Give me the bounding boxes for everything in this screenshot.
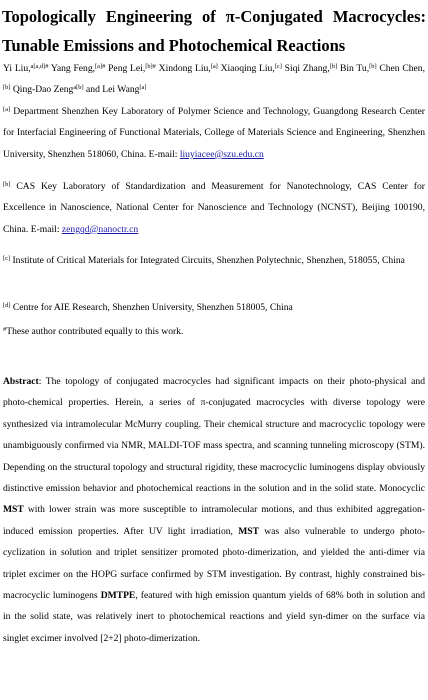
author-name: Yang Feng, <box>48 63 96 74</box>
affiliation-marker: [a] <box>3 106 11 113</box>
affiliation-text: Department Shenzhen Key Laboratory of Polymer Science and Technology, Guangdong Research Center for Interfacial Engineering of Functional Materials, College of Materials Science and Engineering, Shenzhen University, Shenzhen 518060, China. E-mail: <box>3 106 425 160</box>
compound-mst: MST <box>238 525 259 537</box>
author-affiliation-marker: [a] <box>139 84 147 92</box>
affiliation-marker: [d] <box>3 302 11 309</box>
author-affiliation-marker: [b] <box>3 84 11 92</box>
author-name: Peng Lei, <box>105 63 146 74</box>
affiliation-marker: [c] <box>3 255 11 262</box>
author-list <box>3 58 425 101</box>
affiliation-d <box>3 297 425 318</box>
affiliation-c <box>3 250 425 271</box>
abstract-text: was also vulnerable to undergo photo-cyclization in solution and triplet sensitizer promoted photo-dimerization, and yielded the anti-dimer via triplet excimer on the HOPG surface confirmed by STM investigation. By contrast, highly constrained bis-macrocyclic luminogens <box>3 525 425 602</box>
email-link[interactable]: zengqd@nanoctr.cn <box>61 223 139 235</box>
author-affiliation-marker: [b]# <box>145 63 156 70</box>
abstract-text: : The topology of conjugated macrocycles had significant impacts on their photo-physical and photo-chemical properties. Herein, a series of π-conjugated macrocycles with diverse topology were synthesized via intramolecular McMurry coupling. Their chemical structure and macrocyclic topology were unambiguously confirmed via NMR, MALDI-TOF mass spectra, and scanning tunneling microscopy (STM). Depending on the structural topology and structural rigidity, these macrocyclic luminogens display obviously distinctive emission behavior and photochemical reactions in the solution and in the solid state. Monocyclic <box>3 376 425 495</box>
affiliation-text: Centre for AIE Research, Shenzhen University, Shenzhen 518005, China <box>10 302 293 313</box>
author-affiliation-marker: a[a,d]# <box>30 63 49 70</box>
compound-mst: MST <box>3 504 24 516</box>
affiliation-text: Institute of Critical Materials for Integrated Circuits, Shenzhen Polytechnic, Shenzhen, 518055, China <box>10 255 405 266</box>
compound-dmtpe: DMTPE <box>100 590 136 602</box>
email-link[interactable]: liuyiacee@szu.edu.cn <box>179 148 264 160</box>
author-name: Xindong Liu, <box>155 63 211 74</box>
author-name: Yi Liu, <box>3 63 31 74</box>
note-marker: # <box>3 326 7 333</box>
note-text: These author contributed equally to this work. <box>6 326 184 337</box>
abstract-text: with lower strain was more susceptible to intramolecular motions, and thus exhibited aggregation-induced emission properties. After UV light irradiation, <box>3 504 425 537</box>
author-affiliation-marker: [a]# <box>95 63 106 70</box>
equal-contribution-note <box>3 321 425 342</box>
abstract-label: Abstract <box>3 376 39 387</box>
author-affiliation-marker: [c] <box>274 63 282 70</box>
author-affiliation-marker: [b] <box>329 63 338 70</box>
abstract <box>3 371 425 649</box>
author-name: Bin Tu, <box>337 63 370 74</box>
author-name: Xiaoqing Liu, <box>217 63 275 74</box>
abstract-text: , featured with high emission quantum yields of 68% both in solution and in the solid state, was relatively inert to photochemical reactions and yield syn-dimer on the surface via singlet excimer involved [2+2] photo-dimerization. <box>3 590 425 644</box>
author-name: Siqi Zhang, <box>281 63 330 74</box>
author-name: Chen Chen, <box>376 63 425 74</box>
affiliation-a <box>3 101 425 165</box>
affiliation-marker: [b] <box>3 181 11 188</box>
author-name: and Lei Wang <box>83 84 140 96</box>
author-affiliation-marker: [b] <box>369 63 377 70</box>
author-name: Qing-Dao Zeng <box>10 84 74 96</box>
author-affiliation-marker: a[b] <box>73 84 84 92</box>
author-affiliation-marker: [a] <box>210 63 218 70</box>
affiliation-b <box>3 176 425 240</box>
affiliation-text: CAS Key Laboratory of Standardization and Measurement for Nanotechnology, CAS Center for Excellence in Nanoscience, National Center for Nanoscience and Technology (NCNST), Beijing 100190, China. E-mail: <box>3 181 425 235</box>
paper-title: Topologically Engineering of π-Conjugated Macrocycles: Tunable Emissions and Photochemical Reactions <box>2 7 426 55</box>
